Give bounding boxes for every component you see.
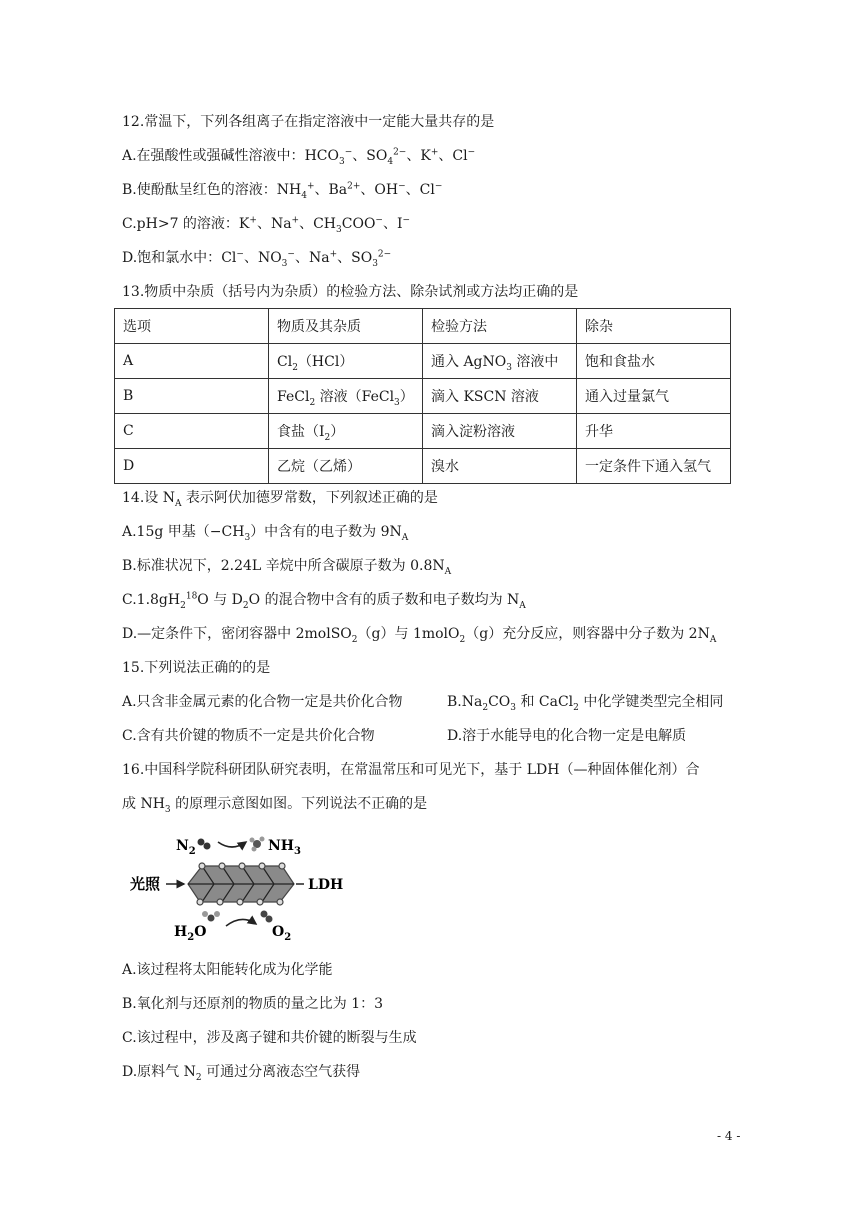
q14-option-c: $C.1.8gH_2^{18}O$ 与 $D_2O$ 的混合物中含有的质子数和电子数均为 $N_A$ [122, 591, 526, 611]
table-row [115, 449, 731, 484]
cell-test: 通入 AgNO$_3$ 溶液中 [423, 344, 577, 379]
cell-removal: 升华 [577, 414, 731, 449]
q15-stem: 15.下列说法正确的的是 [122, 660, 271, 676]
cell-option: A [115, 344, 269, 379]
h2o-molecule-icon [202, 911, 220, 922]
q16-option-a: A.该过程将太阳能转化成为化学能 [122, 962, 333, 978]
cell-option: D [115, 449, 269, 484]
q12-stem: 12.常温下，下列各组离子在指定溶液中一定能大量共存的是 [122, 114, 495, 130]
q14-stem: 14.设 $N_A$ 表示阿伏加德罗常数，下列叙述正确的是 [122, 490, 438, 509]
ldh-lattice-icon [188, 863, 294, 905]
header-removal: 除杂 [577, 309, 731, 344]
header-option: 选项 [115, 309, 269, 344]
q16-option-d: D.原料气 $N_2$ 可通过分离液态空气获得 [122, 1064, 361, 1083]
q14-option-d: D.—定条件下，密闭容器中 2molSO$_2$（g）与 1molO$_2$（g）充分反应，则容器中分子数为 $2N_A$ [122, 626, 717, 645]
cell-test: 溴水 [423, 449, 577, 484]
table-row [115, 414, 731, 449]
q12-option-a: A.在强酸性或强碱性溶液中：$HCO_3^-$、$SO_4^{2-}$、K+、Cl− [122, 147, 476, 167]
h2o-label: $H_2O$ [174, 924, 207, 940]
ldh-reaction-diagram [126, 828, 356, 940]
q16-option-c: C.该过程中，涉及离子键和共价键的断裂与生成 [122, 1030, 417, 1046]
nh3-molecule-icon [250, 837, 265, 852]
n2-molecule-icon [198, 839, 211, 850]
cell-test: 滴入 KSCN 溶液 [423, 379, 577, 414]
cell-option: C [115, 414, 269, 449]
header-test-method: 检验方法 [423, 309, 577, 344]
table-row [115, 344, 731, 379]
cell-removal: 饱和食盐水 [577, 344, 731, 379]
q13-stem: 13.物质中杂质（括号内为杂质）的检验方法、除杂试剂或方法均正确的是 [122, 284, 579, 300]
cell-substance: $Cl_2(HCl)$ [269, 344, 423, 379]
o2-molecule-icon [261, 911, 273, 923]
q15-option-b: $B.Na_2CO_3$ 和 CaCl$_2$ 中化学键类型完全相同 [447, 694, 724, 713]
reaction-arrow-top [218, 842, 246, 847]
o2-label: $O_2$ [272, 924, 292, 940]
q14-option-b: B.标准状况下，2.24L 辛烷中所含碳原子数为 $0.8N_A$ [122, 558, 452, 577]
q15-option-a: A.只含非金属元素的化合物一定是共价化合物 [122, 694, 403, 710]
q14-option-a: A.15g 甲基$(-CH_3)$中含有的电子数为 $9N_A$ [122, 524, 409, 543]
table-header-row [115, 309, 731, 344]
q16-stem-line2: 成 $NH_3$ 的原理示意图如图。下列说法不正确的是 [122, 796, 428, 815]
cell-removal: 一定条件下通入氢气 [577, 449, 731, 484]
cell-removal: 通入过量氯气 [577, 379, 731, 414]
header-substance: 物质及其杂质 [269, 309, 423, 344]
nh3-label: $NH_3$ [268, 838, 301, 857]
q15-option-d: D.溶于水能导电的化合物一定是电解质 [447, 728, 687, 744]
reaction-arrow-bottom [226, 919, 256, 926]
ldh-label: LDH [308, 877, 344, 893]
n2-label: $N_2$ [176, 838, 196, 857]
q12-option-b: B.使酚酞呈红色的溶液：$NH_4^+$、$Ba^{2+}$、OH−、Cl− [122, 181, 443, 201]
q15-option-c: C.含有共价键的物质不一定是共价化合物 [122, 728, 375, 744]
q13-table [114, 308, 731, 484]
page-number: - 4 - [717, 1129, 741, 1143]
cell-substance: FeCl$_2$ 溶液（FeCl$_3$） [269, 379, 423, 414]
cell-substance: 食盐$(I_2)$ [269, 414, 423, 449]
q16-stem-line1: 16.中国科学院科研团队研究表明，在常温常压和可见光下，基于 LDH（—种固体催化剂）合 [122, 762, 700, 778]
cell-substance: 乙烷（乙烯） [269, 449, 423, 484]
q12-option-c: C.pH>7 的溶液：K+、Na+、$CH_3COO^-$、I− [122, 215, 411, 235]
q16-option-b: B.氧化剂与还原剂的物质的量之比为 1：3 [122, 996, 384, 1012]
cell-option: B [115, 379, 269, 414]
light-label: 光照 [130, 875, 161, 893]
table-row [115, 379, 731, 414]
q12-option-d: D.饱和氯水中：Cl−、$NO_3^-$、Na+、$SO_3^{2-}$ [122, 249, 392, 269]
cell-test: 滴入淀粉溶液 [423, 414, 577, 449]
